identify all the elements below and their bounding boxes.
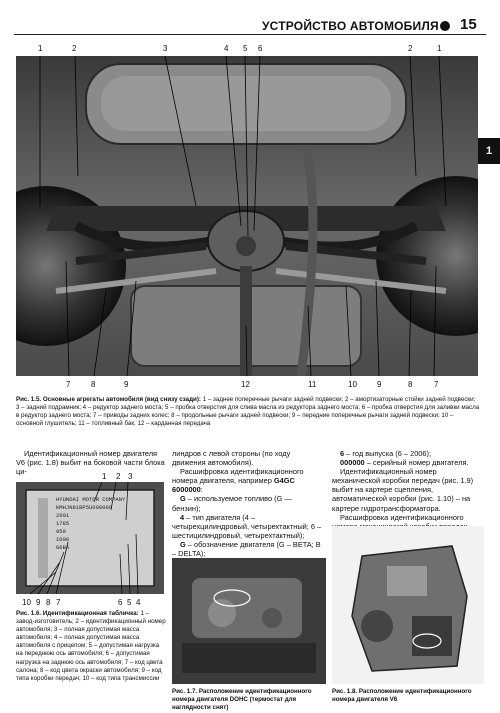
col3-l2-text: – серийный номер двигателя. [364,458,469,468]
plate-line: HYUNDAI MOTOR COMPANY [56,496,126,503]
callout-6: 6 [258,44,263,53]
plate-text [56,496,150,552]
underbody-photo [16,56,478,376]
col2-l1-code: G [180,494,186,504]
fig15-caption-title: Рис. 1.5. Основные агрегаты автомобиля (вид снизу сзади): [16,396,201,403]
plate-callout-7: 7 [56,598,61,607]
plate-callout-9: 9 [36,598,41,607]
col3-p4-text: Расшифровка идентификационного [340,512,464,522]
engine-dohc-photo [172,558,326,684]
fig17-caption-title: Рис. 1.7. Расположение идентификационного номера двигателя DOHC (термостат для наглядности снят) [172,688,312,712]
plate-line: 950 [56,528,66,535]
col2-l2 [172,513,322,540]
callout-4: 4 [224,44,229,53]
fig17-caption [172,688,324,712]
col3-p3: Идентификационный номер механической коробки передач (рис. 1.9) выбит на картере сцепления, автоматической коробки (рис. 1.10) – на картере гидротрансформатора. [332,467,474,513]
col1-paragraph [16,449,166,476]
engine-v6-photo [332,526,484,684]
col2-l2-text: – тип двигателя (4 – четырехцилиндровый, четырехтактный; 6 – шестицилиндровый, четырехтактный); [172,512,322,540]
callout-10: 10 [348,380,357,389]
col3-l1-text: – год выпуска (6 – 2006); [344,449,432,458]
fig15-caption [16,396,480,428]
col2-l3-code: G [180,539,186,549]
plate-line: 2001 [56,512,70,519]
callout-1: 1 [38,44,43,53]
col2-l1 [172,494,322,512]
plate-line: 1000 [56,536,70,543]
plate-callout-1: 1 [102,472,107,481]
callout-8: 8 [91,380,96,389]
plate-callout-8: 8 [46,598,51,607]
col2-l1-text: – используемое топливо (G — бензин); [172,494,292,513]
callout-8b: 8 [408,380,413,389]
col3-l2 [332,458,484,467]
plate-line: 1785 [56,520,70,527]
plate-callout-4: 4 [136,598,141,607]
callout-2: 2 [72,44,77,53]
plate-line: KMHJN81BP5U000000 [56,504,113,511]
col3-l2-code: 000000 [340,458,365,468]
col3-l1 [332,449,484,458]
fig16-caption-title: Рис. 1.6. Идентификационная табличка: [16,610,139,617]
plate-callout-3: 3 [128,472,133,481]
running-header-section: УСТРОЙСТВО АВТОМОБИЛЯ [262,19,439,33]
engine-code-example: G4GC 6000000 [172,476,295,495]
fig15-caption-text: 1 – заднее поперечные рычаги задней подвески; 2 – амортизаторные стойки задней подвески; 3 – задний подрамник; 4 – редуктор заднего моста; 5 – пробка отверстия для слива масла из редуктора заднего моста; 6 – пробка отверстия для заливки масла в редуктор заднего моста; 7 – приводы задних колес; 8 – продольные рычаги задней подвески; 9 – передние поперечные рычаги задней подвески; 10 – основной глушитель; 11 – топливный бак; 12 – карданная передача [16,396,480,428]
plate-callout-5: 5 [127,598,132,607]
callout-1b: 1 [437,44,442,53]
header-rule [14,34,486,35]
callout-9: 9 [124,380,129,389]
page-number: 15 [460,16,477,33]
col2-p1: линдров с левой стороны (по ходу движения автомобиля). [172,449,291,468]
plate-callout-2: 2 [116,472,121,481]
callout-11: 11 [308,380,317,389]
fig18-caption-title: Рис. 1.8. Расположение идентификационного номера двигателя V6 [332,688,472,704]
plate-line: G6BA [56,544,70,551]
id-plate-photo [16,482,164,594]
col2-p2 [172,467,322,494]
chapter-tab: 1 [478,138,500,164]
callout-5: 5 [243,44,248,53]
col3-l1-code: 6 [340,449,345,458]
callout-7b: 7 [434,380,439,389]
col2-l2-code: 4 [180,512,185,522]
callout-7: 7 [66,380,71,389]
callout-9b: 9 [377,380,382,389]
header-bullet-icon [440,21,450,31]
plate-callout-10: 10 [22,598,31,607]
callout-2b: 2 [408,44,413,53]
engine-v6-intro: Идентификационный номер двигателя V6 (рис. 1.8) выбит на боковой части блока ци- [16,449,165,477]
plate-callout-6: 6 [118,598,123,607]
fig16-caption [16,610,166,683]
col2-p2-end: : [200,485,203,495]
col2-l3-text: – обозначение двигателя (G – BETA; B – DELTA); [172,539,321,559]
callout-3: 3 [163,44,168,53]
col2-p2-text: Расшифровка идентификационного номера двигателя, например [172,467,304,486]
fig16-caption-text: 1 – завод-изготовитель; 2 – идентификационный номер автомобиля; 3 – полная допустимая масса автомобиля; 4 – полная допустимая масса автомобиля с прицепом; 5 – допустимая нагрузка на переднюю ось автомобиля; 6 – допустимая нагрузка на заднюю ось автомобиля; 7 – код цвета салона; 8 – код цвета окраски автомобиля; 9 – код типа коробки передач; 10 – код типа трансмиссии [16,610,166,682]
col2-l3 [172,540,322,558]
fig18-caption [332,688,484,704]
callout-12: 12 [241,380,250,389]
